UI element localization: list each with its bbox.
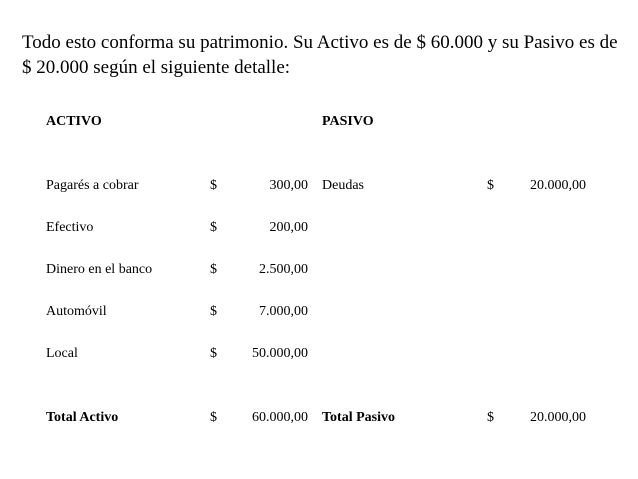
activo-row-amount: 2.500,00 bbox=[259, 262, 308, 277]
total-activo-label: Total Activo bbox=[46, 410, 119, 425]
activo-row-label: Pagarés a cobrar bbox=[46, 178, 139, 193]
activo-row-label: Automóvil bbox=[46, 304, 107, 319]
total-pasivo-amount: 20.000,00 bbox=[530, 410, 586, 425]
activo-row-currency: $ bbox=[210, 304, 217, 319]
total-pasivo-currency: $ bbox=[487, 410, 494, 425]
activo-row-currency: $ bbox=[210, 346, 217, 361]
activo-row-amount: 200,00 bbox=[269, 220, 308, 235]
pasivo-row-currency: $ bbox=[487, 178, 494, 193]
activo-row-currency: $ bbox=[210, 220, 217, 235]
activo-row-amount: 7.000,00 bbox=[259, 304, 308, 319]
activo-row-currency: $ bbox=[210, 178, 217, 193]
activo-row-label: Dinero en el banco bbox=[46, 262, 153, 277]
pasivo-row-amount: 20.000,00 bbox=[530, 178, 586, 193]
activo-row-label: Local bbox=[46, 346, 78, 361]
activo-row-amount: 50.000,00 bbox=[252, 346, 308, 361]
pasivo-row-label: Deudas bbox=[322, 178, 364, 193]
total-activo-amount: 60.000,00 bbox=[252, 410, 308, 425]
activo-row-label: Efectivo bbox=[46, 220, 94, 235]
activo-row-amount: 300,00 bbox=[269, 178, 308, 193]
activo-row-currency: $ bbox=[210, 262, 217, 277]
pasivo-header: PASIVO bbox=[322, 114, 374, 129]
total-activo-currency: $ bbox=[210, 410, 217, 425]
intro-paragraph: Todo esto conforma su patrimonio. Su Activo es de $ 60.000 y su Pasivo es de $ 20.000 según el siguiente detalle: bbox=[22, 32, 618, 78]
activo-header: ACTIVO bbox=[46, 114, 102, 129]
total-pasivo-label: Total Pasivo bbox=[322, 410, 395, 425]
